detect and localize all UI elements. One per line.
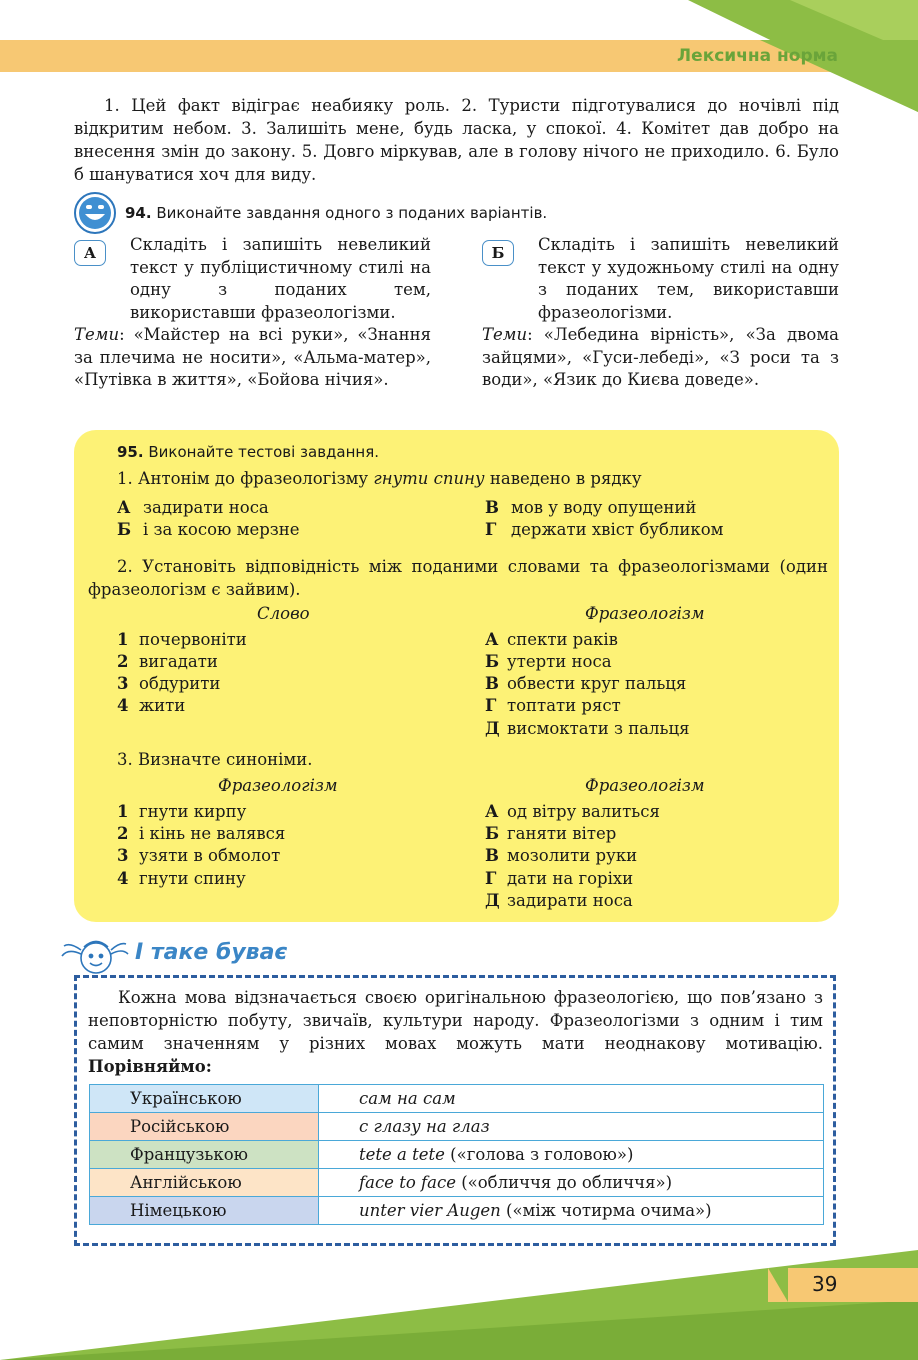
item-letter: А [485, 802, 499, 821]
phrase-cell [319, 1141, 824, 1169]
item-text: обдурити [139, 674, 221, 693]
phrase-cell [319, 1085, 824, 1113]
item-number: 3 [117, 674, 129, 693]
item-number: 4 [117, 696, 129, 715]
q3-right-v [485, 845, 637, 867]
item-text: гнути кирпу [139, 802, 247, 821]
q1-pre: 1. Антонім до фразеологізму [117, 469, 374, 488]
item-text: топтати ряст [507, 696, 621, 715]
item-text: утерти носа [507, 652, 612, 671]
item-text: і кінь не валявся [139, 824, 286, 843]
phrase: с глазу на глаз [359, 1117, 490, 1136]
phrase: сам на сам [359, 1089, 456, 1108]
variant-b-badge: Б [482, 240, 514, 266]
q2-left-2 [117, 651, 218, 673]
q2-right-g [485, 695, 621, 717]
page-number-tab [768, 1268, 918, 1302]
q3-text: 3. Визначте синоніми. [117, 750, 313, 769]
item-text: дати на горіхи [507, 869, 634, 888]
q3-right-a [485, 801, 660, 823]
phrase: face to face [359, 1173, 456, 1192]
option-text: задирати носа [143, 498, 269, 517]
item-letter: Г [485, 869, 497, 888]
task-94-number: 94. [125, 204, 152, 222]
exercise-93-sentences: 1. Цей факт відіграє неабияку роль. 2. Туристи підготувалися до ночівлі під відкритим небом. 3. Залишіть мене, будь ласка, у спокої. 4. Комітет дав добро на внесення змін до закону. 5. Довго міркував, але в голову нічого не приходило. 6. Було б шануватися хоч для виду. [74, 96, 839, 184]
page-number: 39 [812, 1272, 838, 1296]
item-letter: Б [485, 824, 500, 843]
q2-right-d [485, 718, 690, 740]
item-text: мозолити руки [507, 846, 638, 865]
item-text: гнути спину [139, 869, 246, 888]
gloss: («між чотирма очима») [500, 1201, 712, 1220]
lang-cell: Німецькою [90, 1197, 319, 1225]
q1-phrase: гнути спину [373, 469, 485, 488]
option-letter: Б [117, 520, 132, 539]
variant-b-text: Складіть і запишіть невеликий текст у художньому стилі на одну з поданих тем, використавши фразеологізми. [538, 235, 839, 322]
item-number: 3 [117, 846, 129, 865]
option-letter: А [117, 498, 131, 517]
variant-b [482, 234, 839, 392]
q1-option-v [485, 497, 696, 519]
item-number: 1 [117, 630, 129, 649]
fun-fact-text-wrap [88, 986, 823, 1078]
fun-fact-title: І таке буває [135, 940, 288, 965]
q3-left-3 [117, 845, 280, 867]
q1-option-g [485, 519, 724, 541]
item-letter: Д [485, 891, 500, 910]
phrase-cell [319, 1197, 824, 1225]
q2-text-wrap [88, 555, 828, 601]
item-letter: А [485, 630, 499, 649]
item-text: висмоктати з пальця [507, 719, 690, 738]
variant-a-topics-label: Теми [74, 325, 120, 344]
lang-cell: Російською [90, 1113, 319, 1141]
item-text: спекти раків [507, 630, 618, 649]
variant-a-text: Складіть і запишіть невеликий текст у публіцистичному стилі на одну з поданих тем, використавши фразеологізми. [130, 235, 431, 322]
phrase-cell [319, 1169, 824, 1197]
item-text: од вітру валиться [507, 802, 660, 821]
option-letter: Г [485, 520, 497, 539]
q3-right-head: Фразеологізм [585, 776, 705, 795]
comparison-table [89, 1084, 824, 1225]
option-text: держати хвіст бубликом [511, 520, 724, 539]
table-row [90, 1197, 824, 1225]
variant-b-topics [482, 324, 839, 392]
q2-left-1 [117, 629, 247, 651]
item-number: 2 [117, 652, 129, 671]
q3-left-1 [117, 801, 246, 823]
lang-cell: Французькою [90, 1141, 319, 1169]
table-row [90, 1169, 824, 1197]
task-94-heading [125, 204, 547, 222]
q2-left-4 [117, 695, 185, 717]
table-row [90, 1113, 824, 1141]
q3-left-2 [117, 823, 285, 845]
q3-right-d [485, 890, 633, 912]
section-title: Лексична норма [677, 46, 838, 66]
item-number: 4 [117, 869, 129, 888]
item-letter: Б [485, 652, 500, 671]
task-95-text: Виконайте тестові завдання. [148, 443, 379, 461]
q3-left-head: Фразеологізм [218, 776, 338, 795]
item-text: вигадати [139, 652, 218, 671]
q2-left-head: Слово [257, 604, 310, 623]
q1-option-a [117, 497, 269, 519]
task-94-text: Виконайте завдання одного з поданих варіантів. [156, 204, 548, 222]
q2-right-head: Фразеологізм [585, 604, 705, 623]
item-text: обвести круг пальця [507, 674, 687, 693]
item-letter: В [485, 846, 499, 865]
lang-cell: Англійською [90, 1169, 319, 1197]
q3-left-4 [117, 868, 246, 890]
q2-right-b [485, 651, 612, 673]
item-letter: Г [485, 696, 497, 715]
q2-right-a [485, 629, 618, 651]
phrase: unter vier Augen [359, 1201, 501, 1220]
smiley-icon [74, 192, 116, 234]
variant-a-topics [74, 324, 431, 392]
item-letter: Д [485, 719, 500, 738]
item-number: 1 [117, 802, 129, 821]
q3-right-g [485, 868, 633, 890]
fun-fact-body: Кожна мова відзначається своєю оригінальною фразеологією, що пов’язано з неповторністю побуту, звичаїв, культури народу. Фразеологізми з одним і тим самим значенням у різних мовах можуть мати неоднакову мотивацію. [88, 988, 823, 1053]
table-row [90, 1141, 824, 1169]
gloss: («голова з головою») [444, 1145, 634, 1164]
option-text: мов у воду опущений [511, 498, 697, 517]
item-letter: В [485, 674, 499, 693]
fun-fact-compare: Порівняймо: [88, 1057, 212, 1076]
variant-a [74, 234, 431, 392]
q2-left-3 [117, 673, 220, 695]
phrase: tete a tete [359, 1145, 445, 1164]
q2-right-v [485, 673, 686, 695]
task-95-heading [117, 443, 379, 461]
exercise-93-text [74, 94, 839, 186]
item-text: ганяти вітер [507, 824, 617, 843]
item-text: жити [139, 696, 186, 715]
variant-a-topics-list: : «Майстер на всі руки», «Знання за плечима не носити», «Альма-матер», «Путівка в життя», «Бойова нічия». [74, 325, 431, 389]
item-text: узяти в обмолот [139, 846, 281, 865]
variant-b-topics-label: Теми [482, 325, 528, 344]
gloss: («обличчя до обличчя») [455, 1173, 673, 1192]
task-95-number: 95. [117, 443, 144, 461]
q1-option-b [117, 519, 300, 541]
fun-fact-text [88, 986, 823, 1078]
item-number: 2 [117, 824, 129, 843]
q1-text [117, 468, 642, 490]
option-letter: В [485, 498, 499, 517]
item-text: задирати носа [507, 891, 633, 910]
variant-a-badge: А [74, 240, 106, 266]
q2-text: 2. Установіть відповідність між поданими словами та фразеологізмами (один фразеологізм є зайвим). [88, 557, 828, 599]
page-tab-edge [768, 1268, 788, 1302]
lang-cell: Українською [90, 1085, 319, 1113]
phrase-cell [319, 1113, 824, 1141]
item-text: почервоніти [139, 630, 247, 649]
q1-post: наведено в рядку [484, 469, 642, 488]
variant-b-topics-list: : «Лебедина вірність», «За двома зайцями», «Гуси-лебеді», «З роси та з води», «Язик до Києва доведе». [482, 325, 839, 389]
girl-face-icon [60, 934, 130, 978]
table-row [90, 1085, 824, 1113]
q3-right-b [485, 823, 616, 845]
option-text: і за косою мерзне [143, 520, 300, 539]
